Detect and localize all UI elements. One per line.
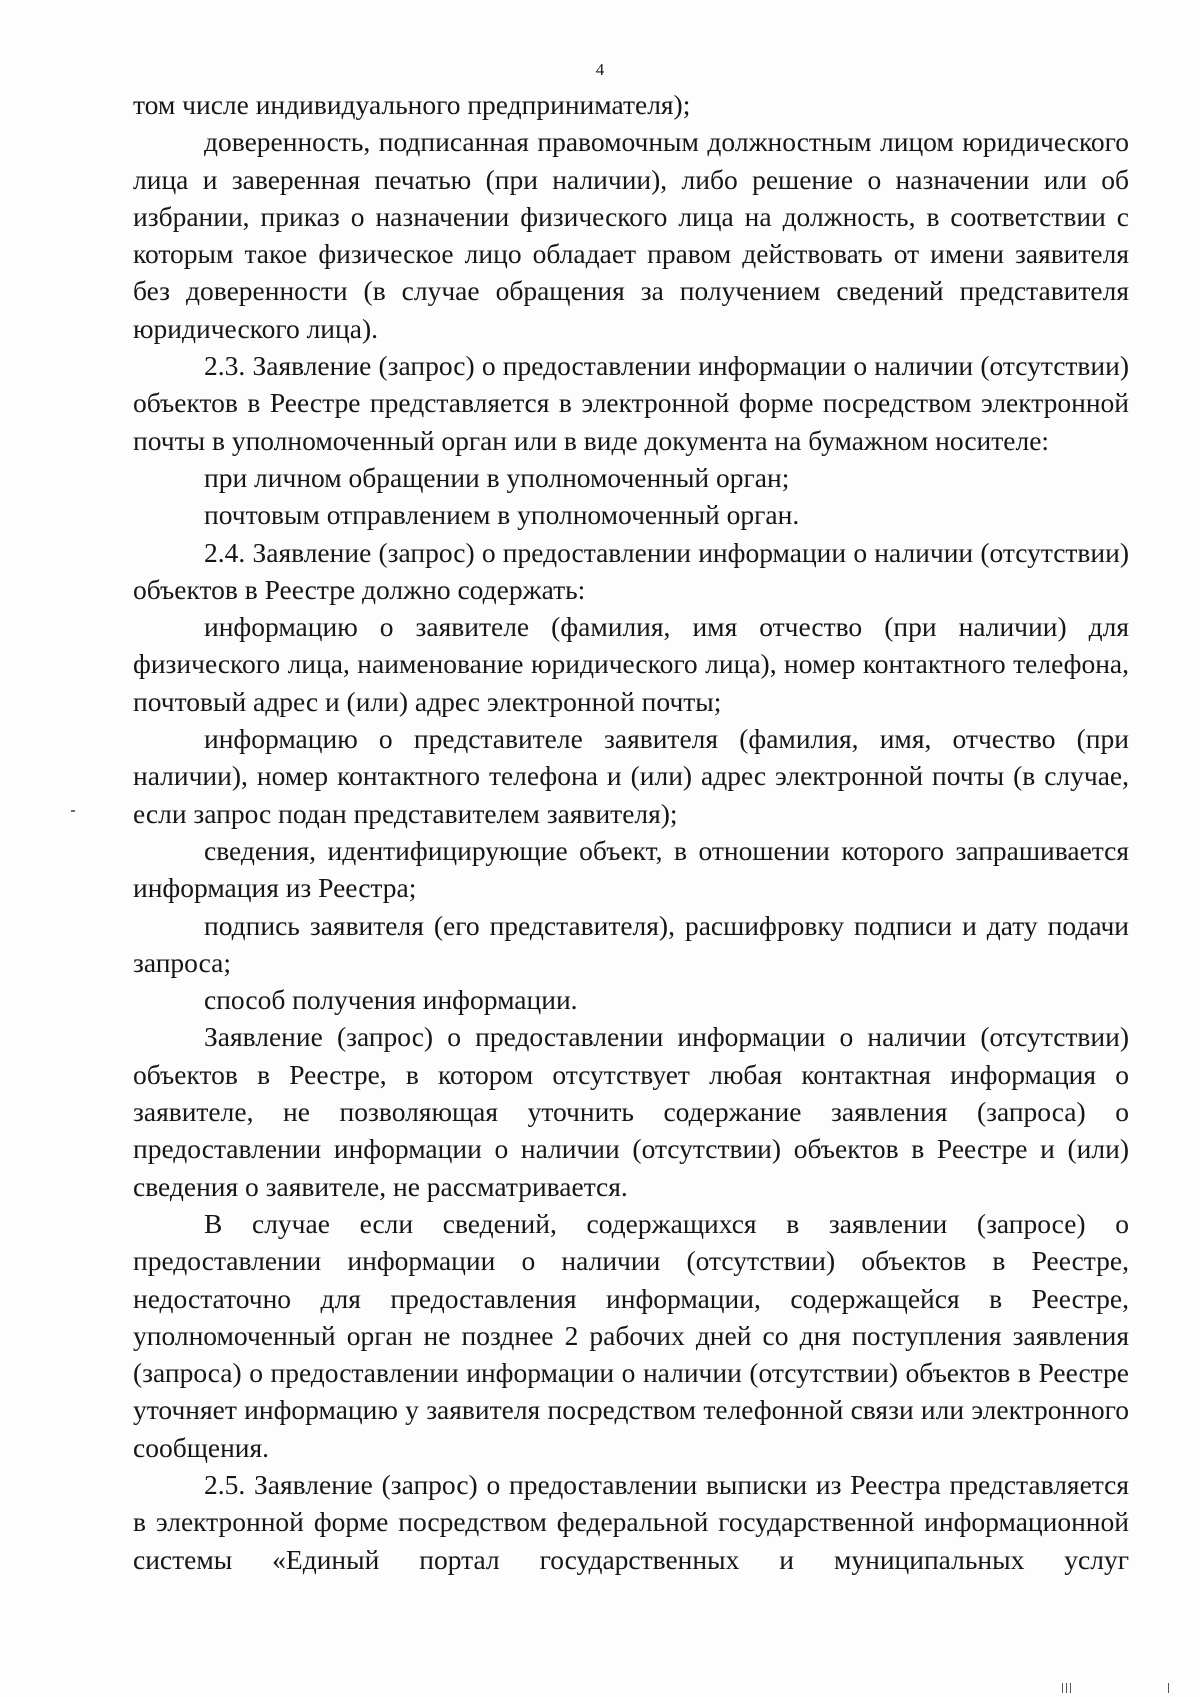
paragraph-12: Заявление (запрос) о предоставлении информации о наличии (отсутствии) объектов в Реестре, в котором отсутствует любая контактная информация о заявителе, не позволяющая уточнить содержание заявления (запроса) о предоставлении информации о наличии (отсутствии) объектов в Реестре и (или) сведения о заявителе, не рассматривается. (133, 1021, 1129, 1202)
page-number: 4 (595, 60, 605, 79)
paragraph-2: доверенность, подписанная правомочным должностным лицом юридического лица и заверенная печатью (при наличии), либо решение о назначении или об избрании, приказ о назначении физического лица на должность, в соответствии с которым такое физическое лицо обладает правом действовать от имени заявителя без доверенности (в случае обращения за получением сведений представителя юридического лица). (133, 126, 1129, 344)
paragraph-10: подпись заявителя (его представителя), расшифровку подписи и дату подачи запроса; (133, 909, 1129, 978)
paragraph-13: В случае если сведений, содержащихся в заявлении (запросе) о предоставлении информации о наличии (отсутствии) объектов в Реестре, недостаточно для предоставления информации, содержащейся в Реестре, уполномоченный орган не позднее 2 рабочих дней со дня поступления заявления (запроса) о предоставлении информации о наличии (отсутствии) объектов в Реестре уточняет информацию у заявителя посредством телефонной связи или электронного сообщения. (133, 1207, 1129, 1463)
scan-edge-mark (1070, 1683, 1071, 1693)
scan-edge-mark (1062, 1683, 1063, 1693)
paragraph-8: информацию о представителе заявителя (фамилия, имя, отчество (при наличии), номер контактного телефона и (или) адрес электронной почты (в случае, если запрос подан представителем заявителя); (133, 723, 1129, 829)
scan-edge-mark (1066, 1683, 1067, 1693)
scan-edge-mark (1168, 1683, 1169, 1693)
paragraph-4: при личном обращении в уполномоченный орган; (204, 461, 790, 493)
paragraph-5: почтовым отправлением в уполномоченный орган. (204, 499, 800, 531)
paragraph-14: 2.5. Заявление (запрос) о предоставлении выписки из Реестра представляется в электронной форме посредством федеральной государственной информационной системы «Единый портал государственных и муниципальных услуг (133, 1468, 1129, 1575)
paragraph-11: способ получения информации. (204, 984, 578, 1016)
document-body (133, 86, 1129, 1578)
paragraph-9: сведения, идентифицирующие объект, в отношении которого запрашивается информация из Реестра; (133, 834, 1129, 904)
paragraph-1: том числе индивидуального предпринимателя); (133, 89, 691, 120)
paragraph-3: 2.3. Заявление (запрос) о предоставлении информации о наличии (отсутствии) объектов в Реестре представляется в электронной форме посредством электронной почты в уполномоченный орган или в виде документа на бумажном носителе: (133, 350, 1129, 456)
paragraph-7: информацию о заявителе (фамилия, имя отчество (при наличии) для физического лица, наименование юридического лица), номер контактного телефона, почтовый адрес и (или) адрес электронной почты; (133, 611, 1129, 717)
scan-margin-speck (71, 810, 75, 812)
paragraph-6: 2.4. Заявление (запрос) о предоставлении информации о наличии (отсутствии) объектов в Реестре должно содержать: (133, 536, 1129, 605)
